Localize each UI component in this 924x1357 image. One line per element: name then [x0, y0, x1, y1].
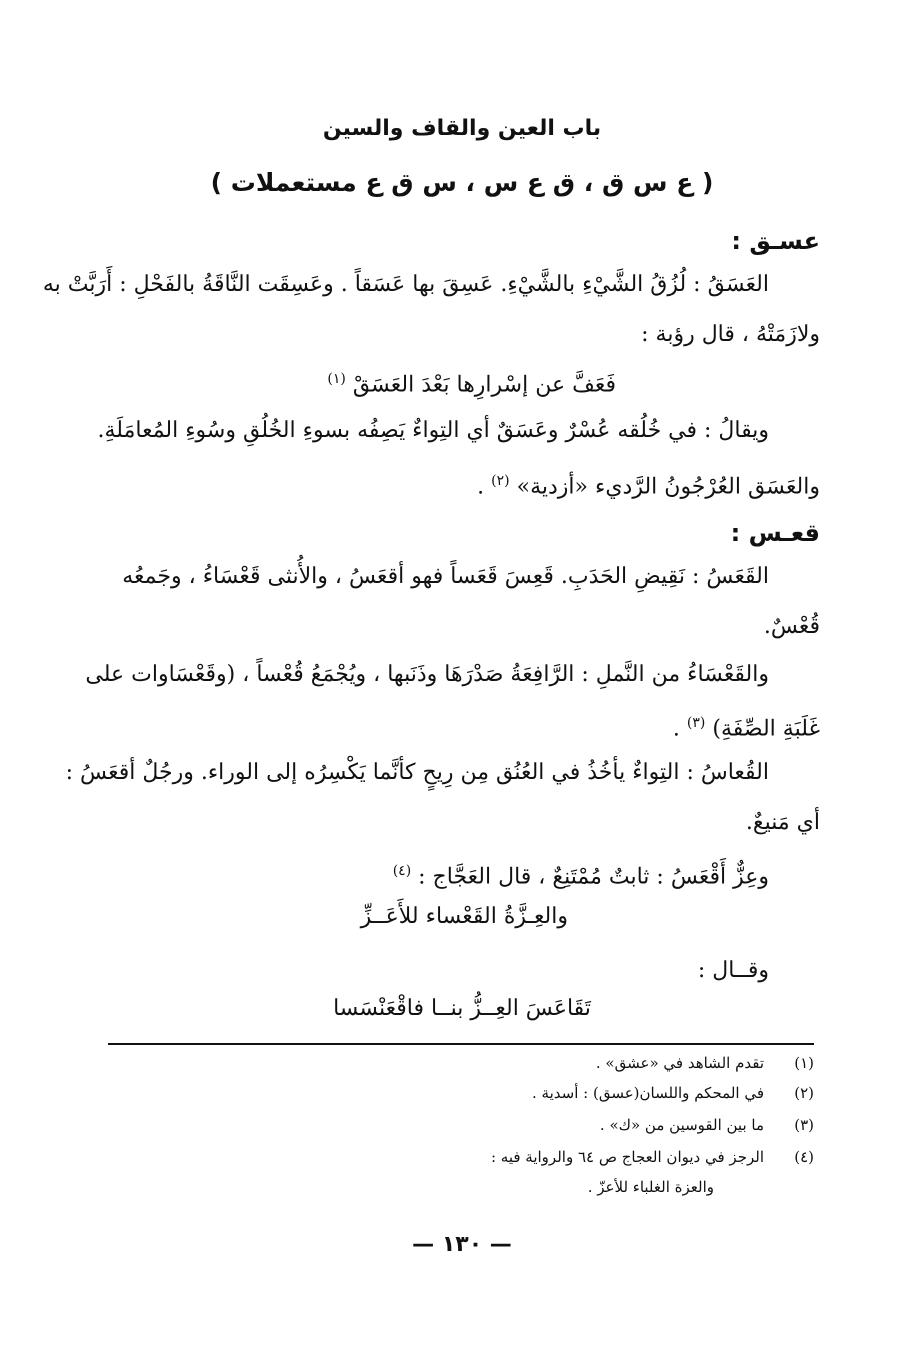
chapter-title: باب العين والقاف والسين: [322, 116, 602, 141]
line-end: .: [477, 474, 485, 500]
entry-qaas-verse1: والعِـزَّةُ القَعْساء للأَعَــزِّ: [360, 904, 568, 929]
footnote-number: (٢): [794, 1084, 814, 1102]
footnote-1: [0, 1052, 924, 1074]
entry-qaas-line4: [673, 708, 820, 744]
footnote-3: [0, 1114, 924, 1136]
entry-qaas-line2: قُعْسٌ.: [763, 614, 820, 639]
entry-asaq-line4: [477, 466, 820, 502]
footnote-marker: (١): [327, 371, 346, 387]
footnote-marker: (٤): [392, 863, 412, 879]
entry-asaq-verse: [327, 364, 616, 400]
verse-text: فَعَفَّ عن إسْرارِها بَعْدَ العَسَقْ: [352, 372, 616, 398]
entry-qaas-line6: أي مَنيعٌ.: [745, 810, 820, 835]
footnote-4: [0, 1146, 924, 1168]
chapter-subtitle: ( ع س ق ، ق ع س ، س ق ع مستعملات ): [210, 168, 714, 197]
entry-asaq-line3: ويقالُ : في خُلُقه عُسْرٌ وعَسَقٌ أي التِواءٌ يَصِفُه بسوءِ الخُلُقِ وسُوءِ المُعامَلَةِ.: [97, 418, 769, 443]
footnote-2: [0, 1082, 924, 1104]
entry-qaas-line3: والقَعْسَاءُ من النَّملِ : الرَّافِعَةُ صَدْرَهَا وذَنَبها ، ويُجْمَعُ قُعْساً ، (وقَعْسَاوات على: [85, 662, 769, 687]
footnote-marker: (٢): [491, 473, 510, 489]
line-end: .: [672, 716, 680, 742]
entry-qaas-line8: وقــال :: [697, 958, 769, 983]
line-text: غَلَبَةِ الصِّفَةِ): [712, 716, 820, 742]
line-text: وعِزٌّ أَقْعَسُ : ثابتٌ مُمْتَنِعٌ ، قال العَجَّاج :: [418, 864, 769, 890]
entry-qaas-line7: [393, 856, 769, 892]
footnote-text: الرجز في ديوان العجاج ص ٦٤ والرواية فيه :: [490, 1148, 764, 1166]
footnote-text: في المحكم واللسان(عسق) : أسدية .: [532, 1084, 764, 1102]
footnote-4-continuation: والعزة الغلباء للأعزّ .: [587, 1178, 714, 1196]
footnote-text: تقدم الشاهد في «عشق» .: [595, 1054, 764, 1072]
footnote-number: (٤): [794, 1148, 814, 1166]
entry-qaas-line1: القَعَسُ : نَقِيضِ الحَدَبِ. قَعِسَ قَعَساً فهو أقعَسُ ، والأُنثى قَعْسَاءُ ، وجَمعُه: [122, 564, 769, 589]
line-text: والعَسَق العُرْجُونُ الرَّديء «أزدية»: [516, 474, 820, 500]
entry-asaq-line2: ولازَمَتْهُ ، قال رؤبة :: [641, 322, 820, 347]
footnote-text: ما بين القوسين من «ك» .: [599, 1116, 764, 1134]
footnote-divider: [108, 1043, 814, 1045]
entry-asaq-line1: العَسَقُ : لُزُقُ الشَّيْءِ بالشَّيْءِ. عَسِقَ بها عَسَقاً . وعَسِقَت النَّاقَةُ بالفَحْلِ : أَرَبَّتْ به: [42, 272, 769, 297]
entry-qaas-line5: القُعاسُ : التِواءٌ يأخُذُ في العُنُق مِن رِيحٍ كأنَّما يَكْسِرُه إلى الوراء. ورجُلٌ أقعَسُ :: [65, 760, 769, 785]
footnote-marker: (٣): [686, 715, 706, 731]
footnote-number: (٣): [794, 1116, 814, 1134]
entry-heading-qaas: قعـس :: [730, 519, 820, 547]
entry-heading-asaq: عسـق :: [731, 227, 820, 255]
footnote-number: (١): [794, 1054, 814, 1072]
page-number: — ١٣٠ —: [412, 1232, 512, 1257]
entry-qaas-verse2: تَقَاعَسَ العِــزُّ بنــا فاقْعَنْسَسا: [333, 996, 591, 1021]
